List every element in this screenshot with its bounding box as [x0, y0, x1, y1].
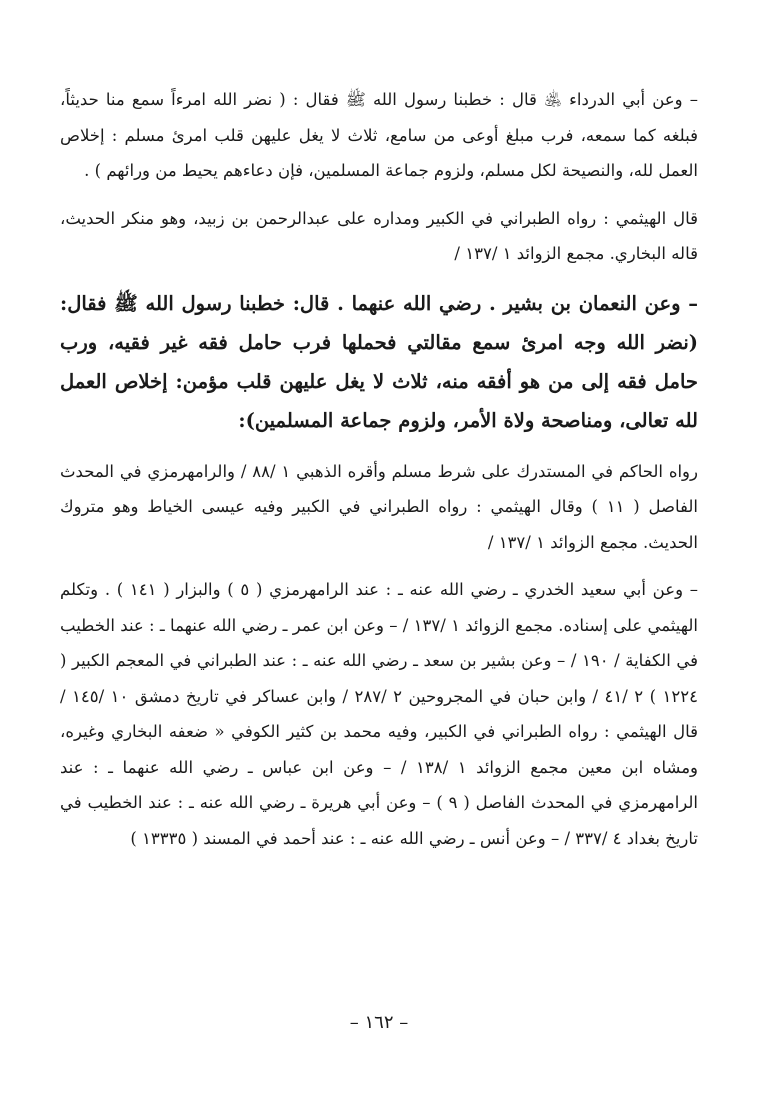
- commentary-hakim: رواه الحاكم في المستدرك على شرط مسلم وأقره الذهبي ١ /٨٨ / والرامهرمزي في المحدث الفاصل ( ١١ ) وقال الهيثمي : رواه الطبراني في الكبير وفيه عيسى الخياط وهو متروك الحديث. مجمع الزوائد ١ /١٣٧ /: [60, 461, 698, 552]
- page-number: – ١٦٢ –: [349, 1012, 409, 1033]
- hadith-numan-bin-bashir: – وعن النعمان بن بشير . رضي الله عنهما . قال: خطبنا رسول الله ﷺ فقال: (نضر الله وجه امرئ سمع مقالتي فحملها فرب حامل فقه غير فقيه، ورب حامل فقه إلى من هو أفقه منه، ثلاث لا يغل عليهن قلب مؤمن: إخلاص العمل لله تعالى، ومناصحة ولاة الأمر، ولزوم جماعة المسلمين):: [60, 291, 698, 432]
- hadith-abu-darda: – وعن أبي الدرداء ﵁ قال : خطبنا رسول الله ﷺ فقال : ( نضر الله امرءاً سمع منا حديثاً، فبلغه كما سمعه، فرب مبلغ أوعى من سامع، ثلاث لا يغل عليهن قلب امرئ مسلم : إخلاص العمل لله، والنصيحة لكل مسلم، ولزوم جماعة المسلمين، فإن دعاءهم يحيط من ورائهم ) .: [60, 90, 698, 180]
- page-body: [60, 82, 698, 868]
- commentary-haythami-1: قال الهيثمي : رواه الطبراني في الكبير ومداره على عبدالرحمن بن زبيد، وهو منكر الحديث، قاله البخاري. مجمع الزوائد ١ /١٣٧ /: [60, 208, 698, 263]
- commentary-other-narrations: – وعن أبي سعيد الخدري ـ رضي الله عنه ـ : عند الرامهرمزي ( ٥ ) والبزار ( ١٤١ ) . وتكلم الهيثمي على إسناده. مجمع الزوائد ١ /١٣٧ / – وعن ابن عمر ـ رضي الله عنهما ـ : عند الخطيب في الكفاية / ١٩٠ / – وعن بشير بن سعد ـ رضي الله عنه ـ : عند الطبراني في المعجم الكبير ( ١٢٢٤ ) ٢ /٤١ / وابن حبان في المجروحين ٢ /٢٨٧ / وابن عساكر في تاريخ دمشق ١٠ /١٤٥ / قال الهيثمي : رواه الطبراني في الكبير، وفيه محمد بن كثير الكوفي « ضعفه البخاري وغيره، ومشاه ابن معين مجمع الزوائد ١ /١٣٨ / – وعن ابن عباس ـ رضي الله عنهما ـ : عند الرامهرمزي في المحدث الفاصل ( ٩ ) – وعن أبي هريرة ـ رضي الله عنه ـ : عند الخطيب في تاريخ بغداد ٤ /٣٣٧ / – وعن أنس ـ رضي الله عنه ـ : عند أحمد في المسند ( ١٣٣٣٥ ): [60, 580, 698, 848]
